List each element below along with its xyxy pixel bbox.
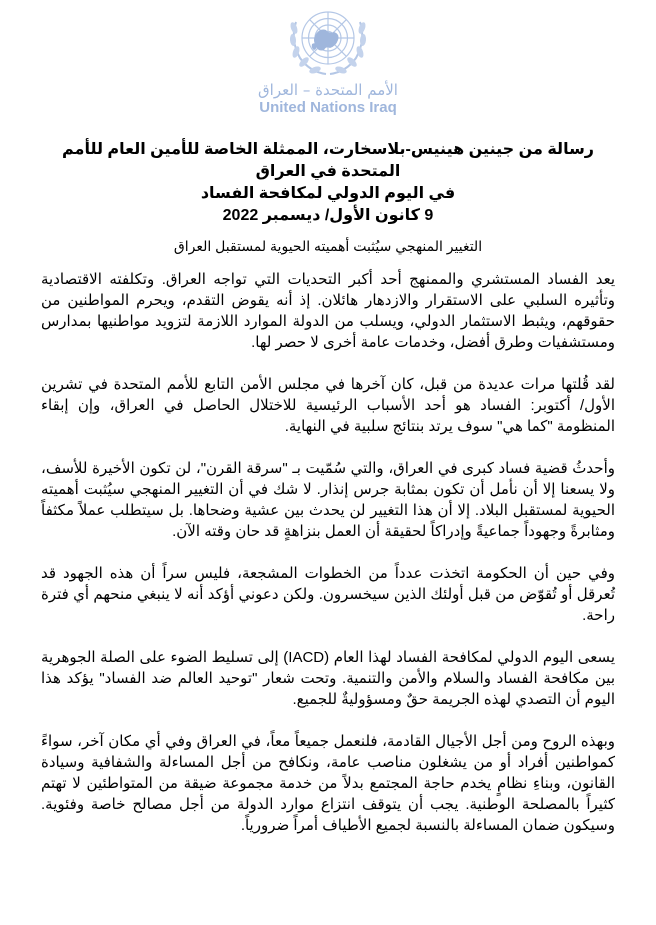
paragraph: يسعى اليوم الدولي لمكافحة الفساد لهذا العام (IACD) إلى تسليط الضوء على الصلة الجوهرية بين مكافحة الفساد والسلام والأمن والتنمية. وتحت شعار "توحيد العالم ضد الفساد" يؤكد هذا اليوم أن التصدي لهذه الجريمة حقٌ ومسؤوليةٌ للجميع.	[41, 649, 615, 708]
document-body	[41, 269, 615, 836]
un-iraq-logo	[34, 4, 622, 117]
un-emblem-icon	[282, 4, 374, 80]
paragraph: وفي حين أن الحكومة اتخذت عدداً من الخطوات المشجعة، فليس سراً أن هذه الجهود قد تُعرقل أو تُقوّض من قبل أولئك الذين سيخسرون. ولكن دعوني أؤكد أنه لا ينبغي منحهم أي فترة راحة.	[41, 565, 615, 624]
paragraph: لقد قُلتها مرات عديدة من قبل، كان آخرها في مجلس الأمن التابع للأمم المتحدة في تشرين الأول/ أكتوبر: الفساد هو أحد الأسباب الرئيسية للاختلال الحاصل في العراق، وإن إبقاء المنظومة "كما هي" سوف يرتد بنتائج سلبية في النهاية.	[41, 376, 615, 435]
logo-english-text: United Nations Iraq	[259, 99, 397, 116]
paragraph: وأحدثُ قضية فساد كبرى في العراق، والتي سُمّيت بـ "سرقة القرن"، لن تكون الأخيرة للأسف، ولا يسعنا إلا أن نأمل أن تكون بمثابة جرس إنذار. لا شك في أن التغيير المنهجي سيُثبت أهميته الحيوية لمستقبل البلاد. إلا أن هذا التغيير لن يحدث بين عشية وضحاها. بل سيتطلب عملاً مكثفاً ومثابرةً وجهوداً جماعيةً وإدراكاً لحقيقة أن العمل بنزاهةٍ قد حان وقته الآن.	[41, 460, 615, 540]
document-subtitle: التغيير المنهجي سيُثبت أهميته الحيوية لمستقبل العراق	[173, 238, 483, 254]
logo-arabic-text: الأمم المتحدة – العراق	[258, 81, 398, 99]
paragraph: وبهذه الروح ومن أجل الأجيال القادمة، فلنعمل جميعاً معاً، في العراق وفي أي مكان آخر، سواءً كمواطنين أفراد أو من يشغلون مناصب عامة، ونكافح من أجل المساءلة والشفافية وسيادة القانون، وبناءِ نظامٍ يخدم حاجة المجتمع بدلاً من خدمة مجموعة ضيقة من المتواطئين لا تهتم كثيراً بالمصلحة الوطنية. يجب أن يتوقف انتزاع موارد الدولة من أجل مصالح خاصة وفئوية. وسيكون ضمان المساءلة بالنسبة لجميع الأطياف أمراً ضرورياً.	[41, 733, 615, 834]
document-title	[34, 139, 622, 227]
paragraph: يعد الفساد المستشري والممنهج أحد أكبر التحديات التي تواجه العراق. وتكلفته الاقتصادية وتأثيره السلبي على الاستقرار والازدهار هائلان. إذ أنه يقوض التقدم، ويحرم المواطنين من حقوقهم، ويثبط الاستثمار الدولي، ويسلب من الدولة الموارد اللازمة لتزويد مواطنيها بمدارس ومستشفيات وطرق أفضل، وخدمات عامة أخرى لا حصر لها.	[41, 271, 615, 351]
title-line-2: في اليوم الدولي لمكافحة الفساد	[200, 185, 456, 202]
title-line-1: رسالة من جينين هينيس-بلاسخارت، الممثلة الخاصة للأمين العام للأمم المتحدة في العراق	[61, 141, 595, 180]
title-date: 9 كانون الأول/ ديسمبر 2022	[222, 207, 434, 224]
